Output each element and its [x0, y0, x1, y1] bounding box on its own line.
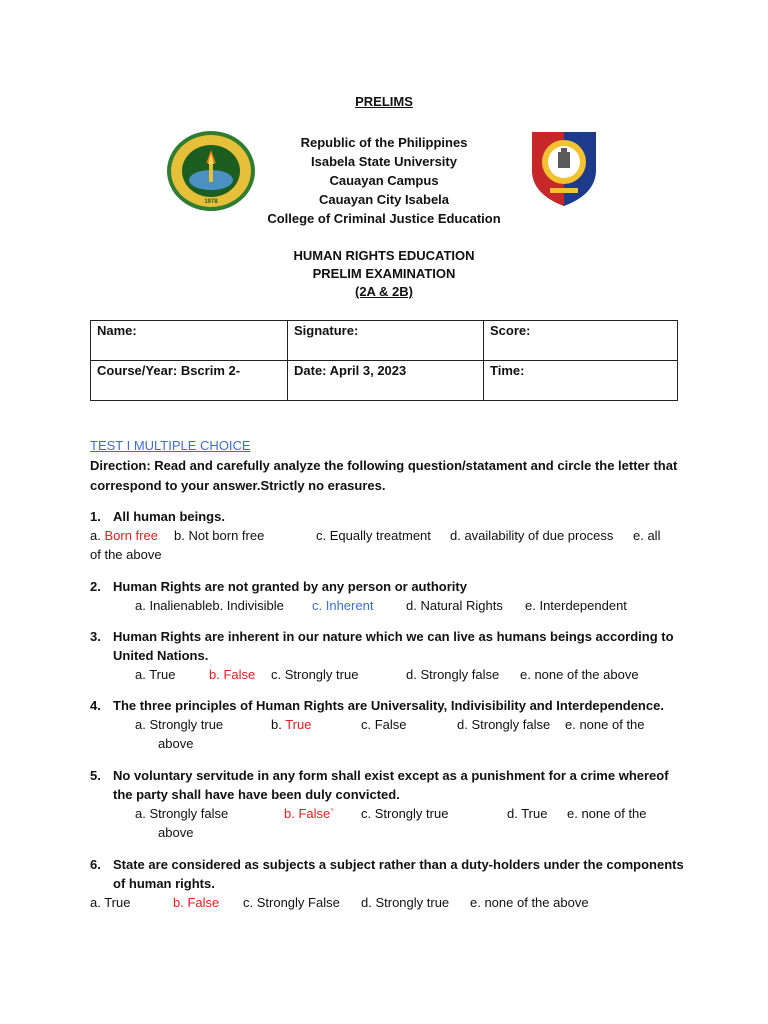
header-line-republic: Republic of the Philippines — [300, 135, 468, 150]
test-direction: Direction: Read and carefully analyze the following question/statament and circle the letter that correspond to your answer.Strictly no erasures. — [90, 458, 678, 493]
header-line-city: Cauayan City Isabela — [318, 192, 450, 207]
test-heading: TEST I MULTIPLE CHOICE — [90, 438, 251, 453]
question-text: Human Rights are inherent in our nature which we can live as humans beings according to United Nations. — [113, 629, 674, 663]
option-e[interactable]: e. none of the above — [520, 667, 639, 682]
question-4 — [90, 696, 690, 753]
option-b[interactable]: b. Not born free — [174, 528, 265, 543]
option-e[interactable]: e. none of the — [565, 717, 645, 732]
header-line-university: Isabela State University — [311, 154, 457, 169]
student-info-table — [90, 320, 678, 401]
question-1 — [90, 507, 690, 564]
option-b[interactable]: b. False` — [284, 806, 335, 821]
question-number: 5. — [90, 768, 101, 783]
question-5 — [90, 766, 690, 842]
criminology-shield-logo — [528, 128, 600, 208]
signature-field[interactable]: Signature: — [288, 321, 484, 361]
institution-header — [0, 133, 768, 228]
question-text: No voluntary servitude in any form shall exist except as a punishment for a crime whereof the party shall have have been duly convicted. — [113, 768, 669, 802]
option-c[interactable]: c. Strongly true — [271, 667, 359, 682]
option-a[interactable]: Born free — [104, 528, 158, 543]
option-a[interactable]: a. Strongly true — [135, 717, 224, 732]
exam-title-block — [0, 247, 768, 301]
name-field[interactable]: Name: — [91, 321, 288, 361]
option-e[interactable]: e. none of the above — [470, 895, 589, 910]
option-e[interactable]: e. all — [633, 528, 661, 543]
question-number: 2. — [90, 579, 101, 594]
option-c[interactable]: c. False — [361, 717, 407, 732]
option-b[interactable]: b. False — [173, 895, 220, 910]
option-e-continued: of the above — [90, 547, 162, 562]
option-d[interactable]: d. True — [507, 806, 548, 821]
option-c[interactable]: c. Equally treatment — [316, 528, 431, 543]
question-text: The three principles of Human Rights are Universality, Indivisibility and Interdependence. — [113, 698, 664, 713]
date-field: Date: April 3, 2023 — [288, 361, 484, 401]
option-b[interactable]: b. False — [209, 667, 256, 682]
option-a[interactable]: a. True — [135, 667, 176, 682]
option-e[interactable]: e. Interdependent — [525, 598, 627, 613]
question-text: All human beings. — [113, 509, 225, 524]
course-year-field[interactable]: Course/Year: Bscrim 2- — [91, 361, 288, 401]
question-2 — [90, 577, 690, 615]
header-line-college: College of Criminal Justice Education — [267, 211, 501, 226]
question-text: State are considered as subjects a subject rather than a duty-holders under the components of human rights. — [113, 857, 684, 891]
time-field[interactable]: Time: — [484, 361, 678, 401]
score-field[interactable]: Score: — [484, 321, 678, 361]
option-a[interactable]: a. Strongly false — [135, 806, 229, 821]
option-d[interactable]: d. Natural Rights — [406, 598, 503, 613]
option-c[interactable]: c. Inherent — [312, 598, 374, 613]
option-d[interactable]: d. Strongly true — [361, 895, 450, 910]
option-c[interactable]: c. Strongly False — [243, 895, 340, 910]
question-number: 3. — [90, 629, 101, 644]
question-number: 1. — [90, 509, 101, 524]
question-number: 4. — [90, 698, 101, 713]
document-title: PRELIMS — [355, 94, 413, 109]
option-d[interactable]: d. Strongly false — [406, 667, 500, 682]
option-e-continued: above — [158, 736, 194, 751]
question-number: 6. — [90, 857, 101, 872]
option-a-b[interactable]: a. Inalienableb. Indivisible — [135, 598, 284, 613]
option-c[interactable]: c. Strongly true — [361, 806, 449, 821]
option-e[interactable]: e. none of the — [567, 806, 647, 821]
option-d[interactable]: d. availability of due process — [450, 528, 614, 543]
option-b-prefix: b. — [271, 717, 286, 732]
option-a-prefix: a. — [90, 528, 105, 543]
option-d[interactable]: d. Strongly false — [457, 717, 551, 732]
question-3 — [90, 627, 690, 684]
question-6 — [90, 855, 690, 912]
exam-subject: HUMAN RIGHTS EDUCATION — [293, 248, 475, 263]
option-a[interactable]: a. True — [90, 895, 131, 910]
option-e-continued: above — [158, 825, 194, 840]
option-b[interactable]: True — [285, 717, 312, 732]
exam-type: PRELIM EXAMINATION — [312, 266, 456, 281]
logo-year: 1978 — [204, 199, 218, 205]
exam-sections: (2A & 2B) — [354, 284, 414, 299]
question-text: Human Rights are not granted by any person or authority — [113, 579, 467, 594]
header-line-campus: Cauayan Campus — [329, 173, 439, 188]
